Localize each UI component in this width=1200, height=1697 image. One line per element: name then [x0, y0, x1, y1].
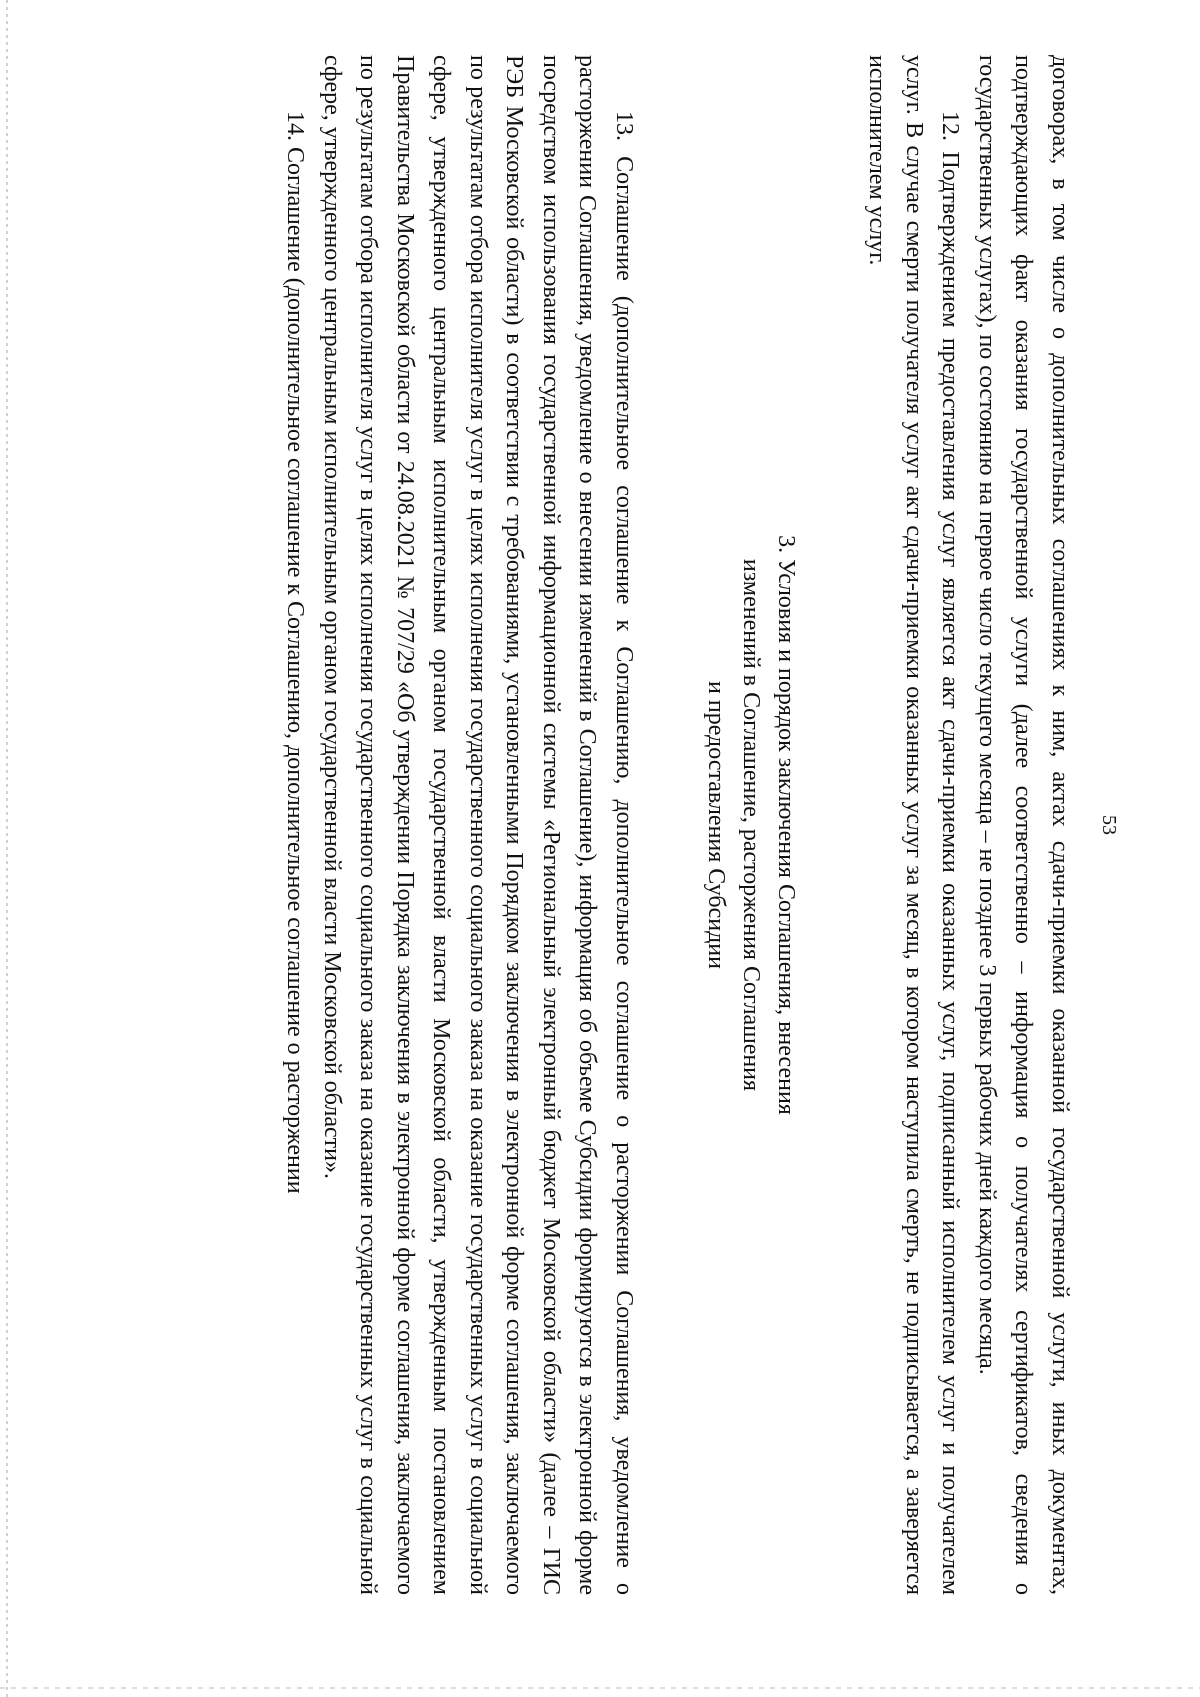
paragraph-13: 13. Соглашение (дополнительное соглашение к Соглашению, дополнительное соглашение о расторжении Соглашения, уведомление о расторжении Соглашения, уведомление о внесении изменений в Соглашение), информация об объеме Субсидии формируются в электронной форме посредством использования государственной информационной системы «Региональный электронный бюджет Московской области» (далее – ГИС РЭБ Московской области) в соответствии с требованиями, установленными Порядком заключения в электронной форме соглашения, заключаемого по результатам отбора исполнителя услуг в целях исполнения государственного социального заказа на оказание государственных услуг в социальной сфере, утвержденного центральным исполнительным органом государственной власти Московской области, утвержденным постановлением Правительства Московской области от 24.08.2021 № 707/29 «Об утверждении Порядка заключения в электронной форме соглашения, заключаемого по результатам отбора исполнителя услуг в целях исполнения государственного социального заказа на оказание государственных услуг в социальной сфере, утвержденного центральным исполнительным органом государственной власти Московской области». [319, 55, 637, 1595]
section-title-line-2: изменений в Соглашение, расторжения Соглашения [738, 558, 764, 1092]
paragraph-continuation: договорах, в том числе о дополнительных соглашениях к ним, актах сдачи-приемки оказанной государственной услуги, иных документах, подтверждающих факт оказания государственной услуги (далее соответственно – информация о получателях сертификатов, сведения о государственных услугах), по состоянию на первое число текущего месяца – не позднее 3 первых рабочих дней каждого месяца. [974, 55, 1073, 1595]
document-body [277, 55, 1078, 1595]
paragraph-14: 14. Соглашение (дополнительное соглашение к Соглашению, дополнительное соглашение о расторжении [282, 111, 309, 1194]
section-title [698, 55, 803, 1595]
paragraph-12: 12. Подтверждением предоставления услуг является акт сдачи-приемки оказанных услуг, подписанный исполнителем услуг и получателем услуг. В случае смерти получателя услуг акт сдачи-приемки оказанных услуг за месяц, в котором наступила смерть, не подписывается, а заверяется исполнителем услуг. [864, 55, 964, 1595]
section-title-line-1: 3. Условия и порядок заключения Соглашения, внесения [773, 535, 799, 1115]
scan-edge-artifact [6, 0, 8, 1697]
section-title-line-3: и предоставления Субсидии [703, 681, 729, 969]
document-page [60, 55, 1140, 1595]
page-number: 53 [1098, 815, 1120, 835]
scan-bottom-artifact [0, 1687, 1200, 1689]
